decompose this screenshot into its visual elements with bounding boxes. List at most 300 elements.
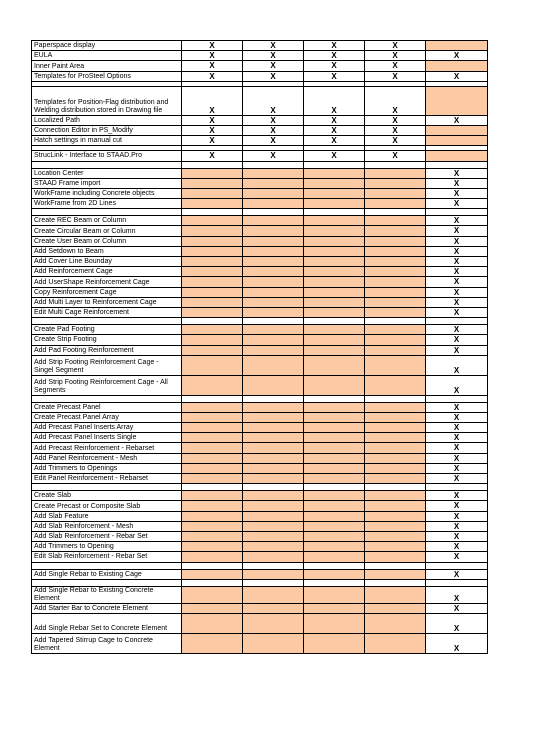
support-mark-col-1 bbox=[182, 257, 243, 267]
spacer-row bbox=[32, 579, 488, 586]
support-mark-col-1 bbox=[182, 287, 243, 297]
feature-label: WorkFrame from 2D Lines bbox=[32, 199, 182, 209]
feature-row bbox=[32, 236, 488, 246]
support-mark-col-4 bbox=[365, 463, 426, 473]
feature-row bbox=[32, 51, 488, 61]
feature-row bbox=[32, 423, 488, 433]
feature-label: Templates for Position-Flag distribution and Welding distribution stored in Drawing file bbox=[32, 86, 182, 115]
support-mark-col-2 bbox=[243, 463, 304, 473]
feature-label: Paperspace display bbox=[32, 41, 182, 51]
support-mark-col-4 bbox=[365, 199, 426, 209]
feature-label: Create Precast or Composite Slab bbox=[32, 501, 182, 511]
support-mark-col-5: X bbox=[426, 423, 488, 433]
support-mark-col-3 bbox=[304, 633, 365, 653]
support-mark-col-1 bbox=[182, 345, 243, 355]
support-mark-col-5: X bbox=[426, 168, 488, 178]
support-mark-col-1 bbox=[182, 199, 243, 209]
feature-label: Add Panel Reinforcement - Mesh bbox=[32, 453, 182, 463]
feature-label: Add Pad Footing Reinforcement bbox=[32, 345, 182, 355]
spacer-cell bbox=[365, 318, 426, 325]
support-mark-col-2 bbox=[243, 236, 304, 246]
feature-row bbox=[32, 453, 488, 463]
spacer-cell bbox=[304, 209, 365, 216]
spacer-cell bbox=[304, 161, 365, 168]
support-mark-col-5: X bbox=[426, 287, 488, 297]
feature-row bbox=[32, 531, 488, 541]
feature-row bbox=[32, 226, 488, 236]
feature-row bbox=[32, 125, 488, 135]
feature-row bbox=[32, 521, 488, 531]
feature-row bbox=[32, 246, 488, 256]
support-mark-col-2 bbox=[243, 633, 304, 653]
support-mark-col-3 bbox=[304, 501, 365, 511]
support-mark-col-2 bbox=[243, 433, 304, 443]
support-mark-col-4 bbox=[365, 433, 426, 443]
feature-row bbox=[32, 257, 488, 267]
support-mark-col-3 bbox=[304, 287, 365, 297]
spacer-cell bbox=[304, 579, 365, 586]
support-mark-col-4 bbox=[365, 188, 426, 198]
feature-label: StrucLink - Interface to STAAD.Pro bbox=[32, 151, 182, 161]
support-mark-col-2 bbox=[243, 307, 304, 317]
spacer-cell bbox=[426, 484, 488, 491]
support-mark-col-1 bbox=[182, 168, 243, 178]
feature-row bbox=[32, 216, 488, 226]
spacer-cell bbox=[243, 161, 304, 168]
support-mark-col-5: X bbox=[426, 433, 488, 443]
support-mark-col-1 bbox=[182, 453, 243, 463]
support-mark-col-1 bbox=[182, 325, 243, 335]
feature-label: Add Strip Footing Reinforcement Cage - All Segments bbox=[32, 375, 182, 395]
support-mark-col-3 bbox=[304, 345, 365, 355]
support-mark-col-4 bbox=[365, 552, 426, 562]
feature-label: Add Cover Line Bounday bbox=[32, 257, 182, 267]
support-mark-col-1 bbox=[182, 423, 243, 433]
spacer-row bbox=[32, 484, 488, 491]
support-mark-col-4 bbox=[365, 501, 426, 511]
support-mark-col-4 bbox=[365, 335, 426, 345]
support-mark-col-5: X bbox=[426, 375, 488, 395]
support-mark-col-3 bbox=[304, 307, 365, 317]
feature-label: Connection Editor in PS_Modify bbox=[32, 125, 182, 135]
support-mark-col-2 bbox=[243, 199, 304, 209]
spacer-cell bbox=[304, 562, 365, 569]
feature-row bbox=[32, 433, 488, 443]
support-mark-col-3: X bbox=[304, 71, 365, 81]
support-mark-col-4: X bbox=[365, 151, 426, 161]
support-mark-col-4 bbox=[365, 287, 426, 297]
support-mark-col-3 bbox=[304, 453, 365, 463]
support-mark-col-5: X bbox=[426, 188, 488, 198]
support-mark-col-5: X bbox=[426, 277, 488, 287]
feature-label: Create Circular Beam or Column bbox=[32, 226, 182, 236]
feature-row bbox=[32, 542, 488, 552]
support-mark-col-2 bbox=[243, 188, 304, 198]
feature-row bbox=[32, 613, 488, 633]
feature-label: Add Precast Panel Inserts Array bbox=[32, 423, 182, 433]
spacer-cell bbox=[243, 484, 304, 491]
feature-row bbox=[32, 86, 488, 115]
support-mark-col-5 bbox=[426, 125, 488, 135]
spacer-cell bbox=[32, 318, 182, 325]
support-mark-col-5: X bbox=[426, 325, 488, 335]
support-mark-col-4 bbox=[365, 423, 426, 433]
support-mark-col-2 bbox=[243, 453, 304, 463]
feature-label: Add Single Rebar Set to Concrete Element bbox=[32, 613, 182, 633]
support-mark-col-2 bbox=[243, 603, 304, 613]
support-mark-col-3 bbox=[304, 188, 365, 198]
feature-label: Create Slab bbox=[32, 491, 182, 501]
support-mark-col-1 bbox=[182, 307, 243, 317]
support-mark-col-3 bbox=[304, 246, 365, 256]
feature-row bbox=[32, 307, 488, 317]
support-mark-col-2 bbox=[243, 287, 304, 297]
spacer-cell bbox=[182, 562, 243, 569]
support-mark-col-2: X bbox=[243, 86, 304, 115]
support-mark-col-1 bbox=[182, 542, 243, 552]
support-mark-col-2 bbox=[243, 521, 304, 531]
support-mark-col-1 bbox=[182, 402, 243, 412]
feature-label: Add Precast Panel Inserts Single bbox=[32, 433, 182, 443]
support-mark-col-4 bbox=[365, 257, 426, 267]
spacer-cell bbox=[32, 209, 182, 216]
support-mark-col-4 bbox=[365, 569, 426, 579]
feature-row bbox=[32, 71, 488, 81]
support-mark-col-5: X bbox=[426, 402, 488, 412]
support-mark-col-5: X bbox=[426, 51, 488, 61]
support-mark-col-1: X bbox=[182, 71, 243, 81]
support-mark-col-1 bbox=[182, 501, 243, 511]
support-mark-col-1 bbox=[182, 297, 243, 307]
feature-label: Add Slab Reinforcement - Mesh bbox=[32, 521, 182, 531]
support-mark-col-5: X bbox=[426, 552, 488, 562]
support-mark-col-1 bbox=[182, 463, 243, 473]
feature-label: Create Pad Footing bbox=[32, 325, 182, 335]
feature-matrix-body bbox=[32, 41, 488, 654]
support-mark-col-3 bbox=[304, 236, 365, 246]
support-mark-col-4: X bbox=[365, 136, 426, 146]
support-mark-col-3 bbox=[304, 226, 365, 236]
support-mark-col-3 bbox=[304, 267, 365, 277]
feature-row bbox=[32, 402, 488, 412]
support-mark-col-3 bbox=[304, 586, 365, 603]
support-mark-col-1 bbox=[182, 586, 243, 603]
support-mark-col-2 bbox=[243, 542, 304, 552]
support-mark-col-1: X bbox=[182, 115, 243, 125]
support-mark-col-5 bbox=[426, 41, 488, 51]
support-mark-col-5: X bbox=[426, 633, 488, 653]
support-mark-col-4 bbox=[365, 307, 426, 317]
feature-row bbox=[32, 355, 488, 375]
support-mark-col-4 bbox=[365, 412, 426, 422]
support-mark-col-3 bbox=[304, 542, 365, 552]
support-mark-col-4 bbox=[365, 402, 426, 412]
feature-row bbox=[32, 335, 488, 345]
feature-label: Add Slab Reinforcement - Rebar Set bbox=[32, 531, 182, 541]
feature-row bbox=[32, 501, 488, 511]
support-mark-col-1 bbox=[182, 375, 243, 395]
support-mark-col-2 bbox=[243, 216, 304, 226]
support-mark-col-4 bbox=[365, 491, 426, 501]
support-mark-col-1 bbox=[182, 277, 243, 287]
spacer-cell bbox=[304, 395, 365, 402]
support-mark-col-5: X bbox=[426, 335, 488, 345]
support-mark-col-4 bbox=[365, 325, 426, 335]
support-mark-col-2 bbox=[243, 246, 304, 256]
feature-label: Create Precast Panel Array bbox=[32, 412, 182, 422]
support-mark-col-5: X bbox=[426, 511, 488, 521]
feature-row bbox=[32, 345, 488, 355]
support-mark-col-4: X bbox=[365, 71, 426, 81]
support-mark-col-4 bbox=[365, 168, 426, 178]
support-mark-col-2: X bbox=[243, 151, 304, 161]
support-mark-col-3 bbox=[304, 521, 365, 531]
support-mark-col-5: X bbox=[426, 199, 488, 209]
support-mark-col-3 bbox=[304, 463, 365, 473]
feature-label: Add Slab Feature bbox=[32, 511, 182, 521]
support-mark-col-1 bbox=[182, 226, 243, 236]
spacer-cell bbox=[182, 318, 243, 325]
support-mark-col-3: X bbox=[304, 86, 365, 115]
support-mark-col-2 bbox=[243, 491, 304, 501]
support-mark-col-4 bbox=[365, 277, 426, 287]
spacer-row bbox=[32, 209, 488, 216]
feature-row bbox=[32, 569, 488, 579]
support-mark-col-4 bbox=[365, 474, 426, 484]
support-mark-col-4 bbox=[365, 511, 426, 521]
support-mark-col-4 bbox=[365, 355, 426, 375]
support-mark-col-3 bbox=[304, 569, 365, 579]
feature-label: Hatch settings in manual cut bbox=[32, 136, 182, 146]
support-mark-col-4 bbox=[365, 586, 426, 603]
support-mark-col-3: X bbox=[304, 51, 365, 61]
spacer-cell bbox=[243, 318, 304, 325]
support-mark-col-5 bbox=[426, 136, 488, 146]
support-mark-col-3: X bbox=[304, 125, 365, 135]
support-mark-col-3 bbox=[304, 511, 365, 521]
feature-row bbox=[32, 267, 488, 277]
spacer-cell bbox=[426, 161, 488, 168]
feature-label: STAAD Frame import bbox=[32, 178, 182, 188]
support-mark-col-1: X bbox=[182, 61, 243, 71]
support-mark-col-2 bbox=[243, 267, 304, 277]
feature-row bbox=[32, 325, 488, 335]
support-mark-col-4: X bbox=[365, 51, 426, 61]
support-mark-col-2 bbox=[243, 277, 304, 287]
support-mark-col-5: X bbox=[426, 542, 488, 552]
feature-row bbox=[32, 277, 488, 287]
feature-label: Create Strip Footing bbox=[32, 335, 182, 345]
support-mark-col-1 bbox=[182, 216, 243, 226]
support-mark-col-5: X bbox=[426, 178, 488, 188]
support-mark-col-3 bbox=[304, 531, 365, 541]
feature-label: Create Precast Panel bbox=[32, 402, 182, 412]
spacer-cell bbox=[426, 209, 488, 216]
support-mark-col-3 bbox=[304, 297, 365, 307]
feature-label: Add Trimmers to Openings bbox=[32, 463, 182, 473]
support-mark-col-4 bbox=[365, 521, 426, 531]
support-mark-col-5: X bbox=[426, 474, 488, 484]
support-mark-col-3 bbox=[304, 491, 365, 501]
feature-row bbox=[32, 151, 488, 161]
support-mark-col-4 bbox=[365, 531, 426, 541]
support-mark-col-2 bbox=[243, 501, 304, 511]
spacer-cell bbox=[365, 562, 426, 569]
support-mark-col-2: X bbox=[243, 51, 304, 61]
support-mark-col-2 bbox=[243, 335, 304, 345]
support-mark-col-5: X bbox=[426, 355, 488, 375]
support-mark-col-2 bbox=[243, 586, 304, 603]
feature-label: Create REC Beam or Column bbox=[32, 216, 182, 226]
support-mark-col-5: X bbox=[426, 453, 488, 463]
support-mark-col-1 bbox=[182, 552, 243, 562]
support-mark-col-4 bbox=[365, 246, 426, 256]
support-mark-col-2: X bbox=[243, 115, 304, 125]
support-mark-col-5: X bbox=[426, 463, 488, 473]
feature-row bbox=[32, 199, 488, 209]
support-mark-col-4 bbox=[365, 542, 426, 552]
spacer-cell bbox=[243, 395, 304, 402]
support-mark-col-1: X bbox=[182, 125, 243, 135]
support-mark-col-4 bbox=[365, 267, 426, 277]
feature-row bbox=[32, 178, 488, 188]
feature-row bbox=[32, 168, 488, 178]
support-mark-col-4: X bbox=[365, 41, 426, 51]
spacer-row bbox=[32, 395, 488, 402]
support-mark-col-2: X bbox=[243, 41, 304, 51]
spacer-cell bbox=[32, 161, 182, 168]
support-mark-col-2 bbox=[243, 257, 304, 267]
spacer-cell bbox=[32, 562, 182, 569]
support-mark-col-1 bbox=[182, 443, 243, 453]
support-mark-col-2: X bbox=[243, 125, 304, 135]
support-mark-col-2: X bbox=[243, 71, 304, 81]
support-mark-col-3: X bbox=[304, 41, 365, 51]
support-mark-col-5: X bbox=[426, 491, 488, 501]
spacer-cell bbox=[182, 484, 243, 491]
support-mark-col-5: X bbox=[426, 531, 488, 541]
support-mark-col-5: X bbox=[426, 246, 488, 256]
support-mark-col-5: X bbox=[426, 297, 488, 307]
support-mark-col-1: X bbox=[182, 136, 243, 146]
support-mark-col-4 bbox=[365, 603, 426, 613]
spacer-cell bbox=[365, 209, 426, 216]
support-mark-col-5: X bbox=[426, 115, 488, 125]
support-mark-col-1 bbox=[182, 491, 243, 501]
support-mark-col-4 bbox=[365, 236, 426, 246]
support-mark-col-4 bbox=[365, 216, 426, 226]
support-mark-col-3 bbox=[304, 257, 365, 267]
support-mark-col-5: X bbox=[426, 586, 488, 603]
support-mark-col-3: X bbox=[304, 115, 365, 125]
support-mark-col-1 bbox=[182, 335, 243, 345]
feature-label: Create User Beam or Column bbox=[32, 236, 182, 246]
spacer-row bbox=[32, 318, 488, 325]
support-mark-col-5: X bbox=[426, 307, 488, 317]
support-mark-col-4: X bbox=[365, 115, 426, 125]
feature-label: Add Starter Bar to Concrete Element bbox=[32, 603, 182, 613]
feature-label: Copy Reinforcement Cage bbox=[32, 287, 182, 297]
support-mark-col-3 bbox=[304, 412, 365, 422]
spacer-cell bbox=[304, 484, 365, 491]
support-mark-col-5: X bbox=[426, 345, 488, 355]
feature-label: Add Setdown to Beam bbox=[32, 246, 182, 256]
support-mark-col-2 bbox=[243, 178, 304, 188]
support-mark-col-2 bbox=[243, 511, 304, 521]
support-mark-col-3 bbox=[304, 216, 365, 226]
spacer-cell bbox=[426, 579, 488, 586]
feature-label: Add Tapered Stirrup Cage to Concrete Element bbox=[32, 633, 182, 653]
support-mark-col-1 bbox=[182, 412, 243, 422]
spacer-cell bbox=[365, 484, 426, 491]
spacer-row bbox=[32, 562, 488, 569]
support-mark-col-1 bbox=[182, 474, 243, 484]
spacer-cell bbox=[365, 395, 426, 402]
spacer-row bbox=[32, 161, 488, 168]
feature-row bbox=[32, 61, 488, 71]
support-mark-col-5 bbox=[426, 86, 488, 115]
feature-label: Inner Paint Area bbox=[32, 61, 182, 71]
support-mark-col-5: X bbox=[426, 226, 488, 236]
support-mark-col-1 bbox=[182, 521, 243, 531]
support-mark-col-5: X bbox=[426, 216, 488, 226]
support-mark-col-5: X bbox=[426, 501, 488, 511]
feature-row bbox=[32, 511, 488, 521]
support-mark-col-2 bbox=[243, 325, 304, 335]
support-mark-col-1 bbox=[182, 633, 243, 653]
support-mark-col-3 bbox=[304, 375, 365, 395]
support-mark-col-3 bbox=[304, 474, 365, 484]
feature-label: Add Single Rebar to Existing Cage bbox=[32, 569, 182, 579]
support-mark-col-5: X bbox=[426, 521, 488, 531]
feature-label: Add Strip Footing Reinforcement Cage - Singel Segment bbox=[32, 355, 182, 375]
support-mark-col-5: X bbox=[426, 443, 488, 453]
support-mark-col-2 bbox=[243, 168, 304, 178]
support-mark-col-3 bbox=[304, 168, 365, 178]
support-mark-col-1 bbox=[182, 613, 243, 633]
support-mark-col-1 bbox=[182, 511, 243, 521]
support-mark-col-2 bbox=[243, 531, 304, 541]
support-mark-col-3 bbox=[304, 552, 365, 562]
support-mark-col-1: X bbox=[182, 51, 243, 61]
support-mark-col-2 bbox=[243, 345, 304, 355]
feature-label: WorkFrame including Concrete objects bbox=[32, 188, 182, 198]
support-mark-col-1 bbox=[182, 236, 243, 246]
support-mark-col-4 bbox=[365, 443, 426, 453]
support-mark-col-1 bbox=[182, 267, 243, 277]
support-mark-col-2 bbox=[243, 552, 304, 562]
support-mark-col-2: X bbox=[243, 136, 304, 146]
support-mark-col-1 bbox=[182, 178, 243, 188]
spacer-cell bbox=[426, 562, 488, 569]
support-mark-col-2 bbox=[243, 443, 304, 453]
feature-label: Location Center bbox=[32, 168, 182, 178]
support-mark-col-5: X bbox=[426, 71, 488, 81]
support-mark-col-3 bbox=[304, 402, 365, 412]
support-mark-col-3: X bbox=[304, 136, 365, 146]
feature-row bbox=[32, 115, 488, 125]
feature-label: Add Reinforcement Cage bbox=[32, 267, 182, 277]
support-mark-col-5: X bbox=[426, 603, 488, 613]
support-mark-col-4: X bbox=[365, 61, 426, 71]
feature-label: Add Multi Layer to Reinforcement Cage bbox=[32, 297, 182, 307]
support-mark-col-1: X bbox=[182, 151, 243, 161]
spacer-cell bbox=[32, 395, 182, 402]
feature-label: Edit Panel Reinforcement - Rebarset bbox=[32, 474, 182, 484]
support-mark-col-5: X bbox=[426, 412, 488, 422]
feature-label: Add UserShape Reinforcement Cage bbox=[32, 277, 182, 287]
feature-row bbox=[32, 443, 488, 453]
